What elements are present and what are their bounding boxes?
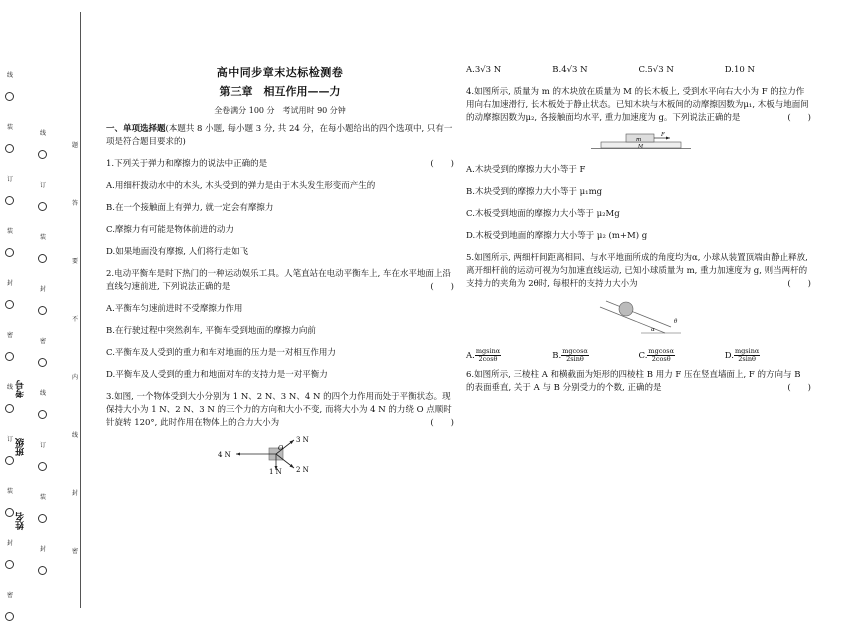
seal-char: 订 xyxy=(6,176,13,183)
notice-char: 线 xyxy=(72,432,79,439)
numerator: mgcosα xyxy=(562,347,588,355)
notice-char: 封 xyxy=(72,490,79,497)
denominator: 2sinθ xyxy=(566,355,584,363)
q3-option-b: B.4√3 N xyxy=(552,65,588,75)
seal-circle xyxy=(5,300,14,309)
q3-option-a: A.3√3 N xyxy=(466,65,502,75)
q4-option-d: D.木板受到地面的摩擦力大小等于 μ₂ (m+M) g xyxy=(466,231,648,241)
q5-rod-diagram xyxy=(466,297,811,337)
q1-option-c: C.摩擦力有可能是物体前进的动力 xyxy=(106,225,234,235)
q3-label-2n: 2 N xyxy=(296,466,309,474)
fraction xyxy=(734,348,760,363)
seal-char: 线 xyxy=(39,390,46,397)
q5-option-b xyxy=(552,348,638,363)
class-label: 班级 xyxy=(16,438,26,456)
q4-option-a: A.木块受到的摩擦力大小等于 F xyxy=(466,165,586,175)
question-4 xyxy=(466,86,811,125)
seal-char: 装 xyxy=(39,494,46,501)
exam-no-label: 考号 xyxy=(16,380,26,398)
q5-option-a xyxy=(466,348,552,363)
binding-margin xyxy=(0,0,82,608)
denominator: 2cosθ xyxy=(478,355,498,363)
seal-circle xyxy=(5,404,14,413)
q2-option-a: A.平衡车匀速前进时不受摩擦力作用 xyxy=(106,304,243,314)
seal-char: 封 xyxy=(39,546,46,553)
question-6-stem: 6.如图所示, 三棱柱 A 和横截面为矩形的四棱柱 B 用力 F 压在竖直墙面上, F 的方向与 B 的表面垂直, 关于 A 与 B 分别受力的个数, 正确的是 xyxy=(466,370,801,393)
exam-title: 高中同步章末达标检测卷 xyxy=(216,66,344,79)
chapter-title: 第三章 相互作用——力 xyxy=(219,85,341,98)
seal-circle xyxy=(38,462,47,471)
seal-char: 装 xyxy=(39,234,46,241)
section-intro: (本题共 8 小题, 每小题 3 分, 共 24 分，在每小题给出的四个选项中, 只有一项是符合题目要求的) xyxy=(106,124,453,147)
notice-char: 要 xyxy=(72,258,79,265)
notice-char: 内 xyxy=(72,374,79,381)
answer-paren: ( ) xyxy=(430,418,454,428)
question-2-stem: 2.电动平衡车是时下热门的一种运动娱乐工具。人笔直站在电动平衡车上, 车在水平地面上沿直线匀速前进, 下列说法正确的是 xyxy=(106,269,452,292)
numerator: mgsinα xyxy=(475,347,501,355)
seal-char: 装 xyxy=(6,124,13,131)
q4-label-bigm: M xyxy=(638,143,644,150)
seal-char: 线 xyxy=(6,384,13,391)
q3-label-1n: 1 N xyxy=(269,468,282,476)
seal-circle xyxy=(5,560,14,569)
seal-char: 密 xyxy=(39,338,46,345)
q3-label-4n: 4 N xyxy=(218,451,231,459)
question-3-stem: 3.如图, 一个物体受到大小分别为 1 N、2 N、3 N、4 N 的四个力作用而处于平衡状态。现保持大小为 1 N、2 N、3 N 的三个力的方向和大小不变, 而将大小为 4 N 的力绕 O 点顺时针旋转 120°, 此时作用在物体上的合力大小为 xyxy=(106,392,452,428)
seal-circle xyxy=(38,150,47,159)
question-5 xyxy=(466,252,811,291)
q5-rod-upper xyxy=(606,301,671,327)
seal-circle xyxy=(38,514,47,523)
option-letter: D. xyxy=(724,351,734,361)
section-heading xyxy=(106,123,454,149)
q1-option-a: A.用细杆拨动水中的木头, 木头受到的弹力是由于木头发生形变而产生的 xyxy=(106,181,376,191)
seal-char: 封 xyxy=(39,286,46,293)
seal-circle xyxy=(38,254,47,263)
binding-line xyxy=(80,12,81,608)
notice-char: 答 xyxy=(72,200,79,207)
option-letter: A. xyxy=(466,351,475,361)
q2-option-c: C.平衡车及人受到的重力和车对地面的压力是一对相互作用力 xyxy=(106,348,336,358)
q5-options xyxy=(466,348,811,363)
q5-option-d xyxy=(725,348,811,363)
question-1-stem: 1.下列关于弹力和摩擦力的说法中正确的是 xyxy=(106,159,268,169)
seal-char: 订 xyxy=(39,442,46,449)
seal-circle xyxy=(38,566,47,575)
seal-char: 封 xyxy=(6,280,13,287)
name-label: 姓名 xyxy=(16,512,26,530)
fraction xyxy=(475,348,501,363)
answer-paren: ( ) xyxy=(787,279,811,289)
seal-circle xyxy=(38,358,47,367)
q3-label-3n: 3 N xyxy=(296,436,309,444)
q5-label-alpha: α xyxy=(651,327,655,333)
section-title: 一、单项选择题 xyxy=(106,124,166,134)
fraction xyxy=(647,348,675,363)
seal-char: 密 xyxy=(6,592,13,599)
q5-ball xyxy=(619,302,633,316)
seal-circle xyxy=(5,352,14,361)
answer-paren: ( ) xyxy=(430,159,454,169)
question-6 xyxy=(466,369,811,395)
option-letter: B. xyxy=(552,351,562,361)
left-column xyxy=(106,64,454,487)
seal-char: 密 xyxy=(6,332,13,339)
seal-char: 封 xyxy=(6,540,13,547)
q3-label-o: O xyxy=(278,444,284,452)
question-4-stem: 4.如图所示, 质量为 m 的木块放在质量为 M 的长木板上, 受到水平向右大小为 F 的拉力作用向右加速滑行, 长木板处于静止状态。已知木块与木板间的动摩擦因数为μ₁, 木板与地面间的动摩擦因数为μ₂, 各接触面均水平, 重力加速度为 g。下列说法正确的是 xyxy=(466,87,809,123)
numerator: mgsinα xyxy=(734,347,760,355)
q1-option-b: B.在一个接触面上有弹力, 就一定会有摩擦力 xyxy=(106,203,274,213)
q2-option-d: D.平衡车及人受到的重力和地面对车的支持力是一对平衡力 xyxy=(106,370,328,380)
q1-option-d: D.如果地面没有摩擦, 人们将行走如飞 xyxy=(106,247,249,257)
seal-circle xyxy=(5,248,14,257)
seal-circle xyxy=(5,196,14,205)
answer-paren: ( ) xyxy=(430,282,454,292)
denominator: 2cosθ xyxy=(651,355,671,363)
notice-char: 题 xyxy=(72,142,79,149)
seal-char: 线 xyxy=(39,130,46,137)
q4-option-b: B.木块受到的摩擦力大小等于 μ₁mg xyxy=(466,187,603,197)
seal-char: 装 xyxy=(6,488,13,495)
q3-option-c: C.5√3 N xyxy=(638,65,674,75)
notice-char: 不 xyxy=(72,316,79,323)
right-column xyxy=(466,64,811,404)
q3-options xyxy=(466,64,811,77)
notice-char: 密 xyxy=(72,548,79,555)
q5-label-theta: θ xyxy=(674,319,678,325)
q3-option-d: D.10 N xyxy=(724,65,755,75)
seal-circle xyxy=(5,144,14,153)
seal-char: 订 xyxy=(39,182,46,189)
seal-circle xyxy=(38,410,47,419)
seal-circle xyxy=(5,92,14,101)
seal-circle xyxy=(38,306,47,315)
question-1 xyxy=(106,158,454,171)
seal-line-inner xyxy=(35,0,51,608)
option-letter: C. xyxy=(638,351,648,361)
q4-label-f: F xyxy=(661,132,665,138)
fraction xyxy=(561,348,589,363)
q3-force-diagram xyxy=(106,436,454,476)
q5-option-c xyxy=(639,348,725,363)
q2-option-b: B.在行驶过程中突然刹车, 平衡车受到地面的摩擦力向前 xyxy=(106,326,316,336)
seal-circle xyxy=(5,456,14,465)
denominator: 2sinθ xyxy=(738,355,756,363)
question-5-stem: 5.如图所示, 两细杆间距离相同、与水平地面所成的角度均为α, 小球从装置顶端由静止释放, 离开细杆前的运动可视为匀加速直线运动, 已知小球质量为 m, 重力加速度为 g, 则当两杆的支持力的夹角为 2θ时, 每根杆的支持力大小为 xyxy=(466,253,808,289)
q4-option-c: C.木板受到地面的摩擦力大小等于 μ₂Mg xyxy=(466,209,620,219)
seal-circle xyxy=(5,508,14,517)
numerator: mgcosα xyxy=(648,347,675,355)
seal-char: 订 xyxy=(6,436,13,443)
seal-char: 线 xyxy=(6,72,13,79)
seal-circle xyxy=(5,612,14,621)
question-2 xyxy=(106,268,454,294)
q4-label-m: m xyxy=(636,137,642,143)
seal-circle xyxy=(38,202,47,211)
exam-meta: 全卷满分 100 分 考试用时 90 分钟 xyxy=(214,106,346,115)
q4-block-diagram xyxy=(466,131,811,153)
answer-paren: ( ) xyxy=(787,383,811,393)
seal-char: 装 xyxy=(6,228,13,235)
answer-paren: ( ) xyxy=(787,113,811,123)
question-3 xyxy=(106,391,454,430)
